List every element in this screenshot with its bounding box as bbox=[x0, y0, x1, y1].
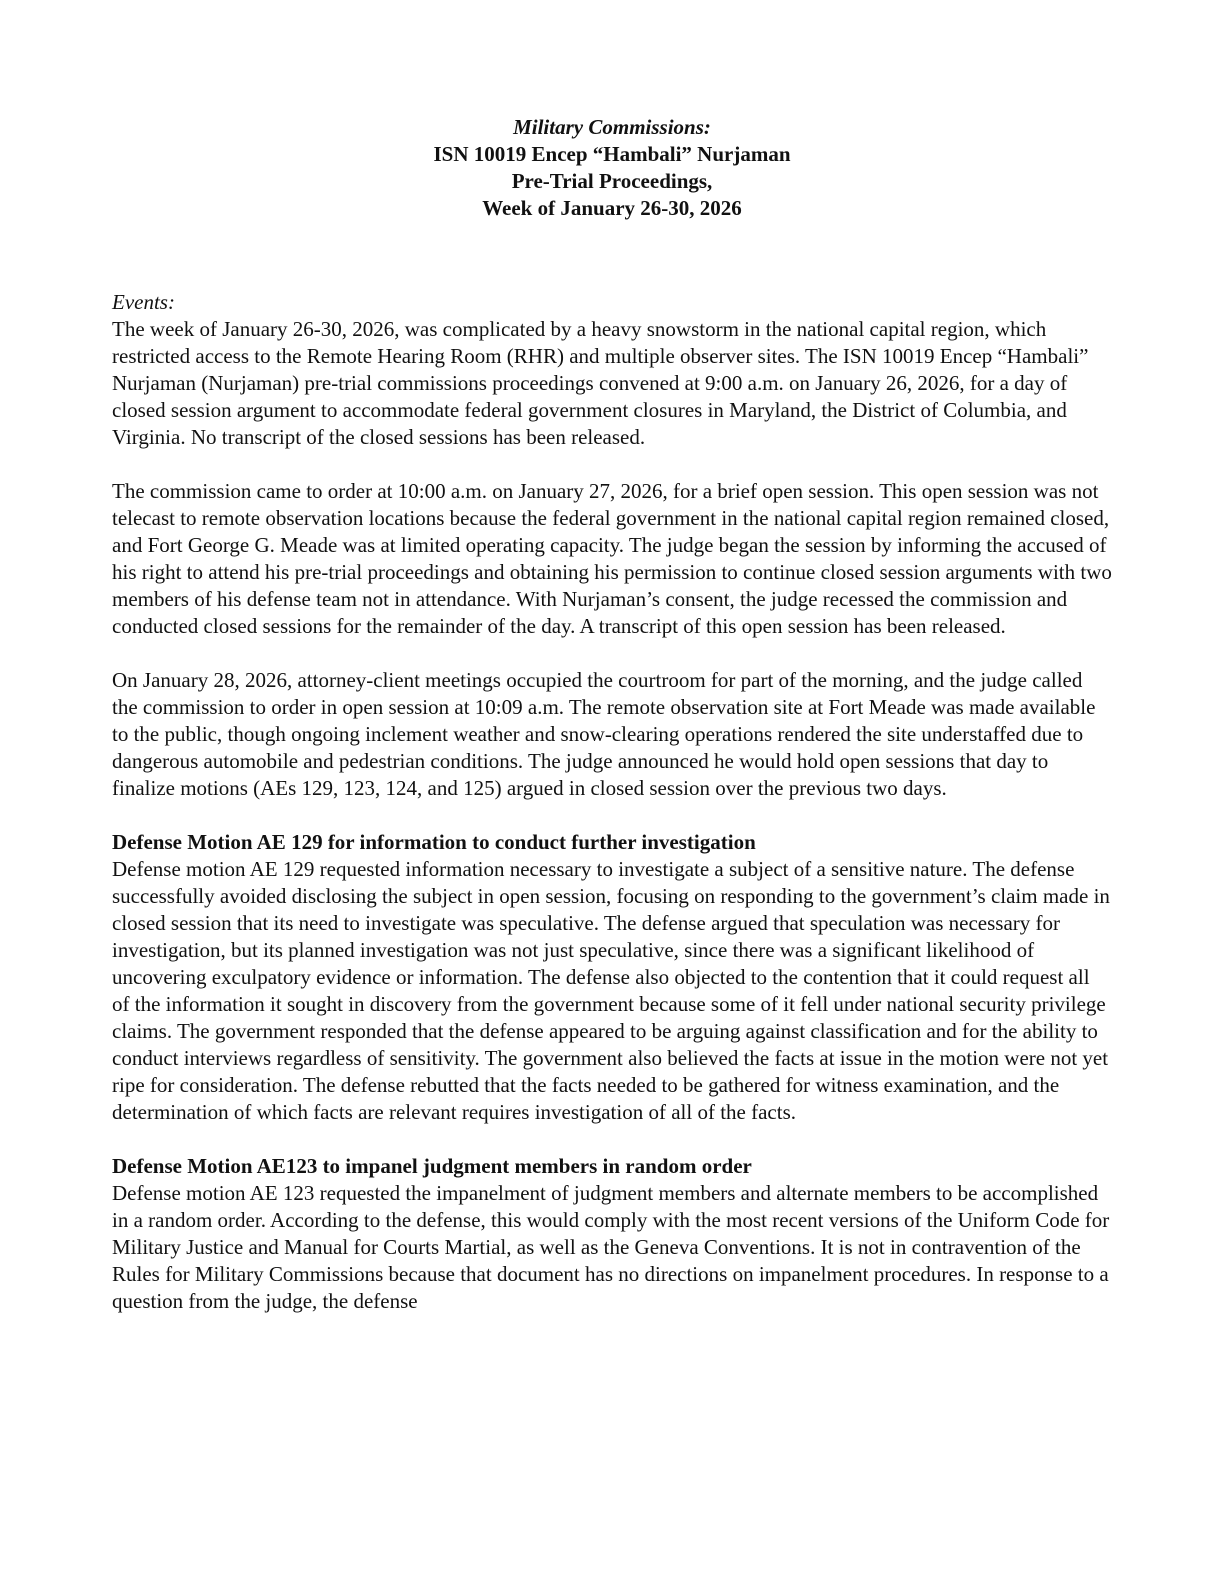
document-page bbox=[112, 114, 1112, 1315]
events-paragraph-3: On January 28, 2026, attorney-client meetings occupied the courtroom for part of the morning, and the judge called the commission to order in open session at 10:09 a.m. The remote observation site at Fort Meade was made available to the public, though ongoing inclement weather and snow-clearing operations rendered the site understaffed due to dangerous automobile and pedestrian conditions. The judge announced he would hold open sessions that day to finalize motions (AEs 129, 123, 124, and 125) argued in closed session over the previous two days. bbox=[112, 668, 1096, 800]
section-heading-ae123: Defense Motion AE123 to impanel judgment members in random order bbox=[112, 1154, 752, 1178]
section-body-ae123: Defense motion AE 123 requested the impanelment of judgment members and alternate members to be accomplished in a random order. According to the defense, this would comply with the most recent versions of the Uniform Code for Military Justice and Manual for Courts Martial, as well as the Geneva Conventions. It is not in contravention of the Rules for Military Commissions because that document has no directions on impanelment procedures. In response to a question from the judge, the defense bbox=[112, 1181, 1110, 1313]
events-label: Events: bbox=[112, 290, 175, 314]
header-commission-title: Military Commissions: bbox=[513, 115, 711, 139]
header-case-name: ISN 10019 Encep “Hambali” Nurjaman bbox=[433, 142, 791, 166]
document-header bbox=[112, 114, 1112, 222]
section-heading-ae129: Defense Motion AE 129 for information to conduct further investigation bbox=[112, 830, 756, 854]
header-week: Week of January 26-30, 2026 bbox=[482, 196, 742, 220]
events-paragraph-2: The commission came to order at 10:00 a.m. on January 27, 2026, for a brief open session. This open session was not telecast to remote observation locations because the federal government in the national capital region remained closed, and Fort George G. Meade was at limited operating capacity. The judge began the session by informing the accused of his right to attend his pre-trial proceedings and obtaining his permission to continue closed session arguments with two members of his defense team not in attendance. With Nurjaman’s consent, the judge recessed the commission and conducted closed sessions for the remainder of the day. A transcript of this open session has been released. bbox=[112, 479, 1112, 638]
section-body-ae129: Defense motion AE 129 requested information necessary to investigate a subject of a sensitive nature. The defense successfully avoided disclosing the subject in open session, focusing on responding to the government’s claim made in closed session that its need to investigate was speculative. The defense argued that speculation was necessary for investigation, but its planned investigation was not just speculative, since there was a significant likelihood of uncovering exculpatory evidence or information. The defense also objected to the contention that it could request all of the information it sought in discovery from the government because some of it fell under national security privilege claims. The government responded that the defense appeared to be arguing against classification and for the ability to conduct interviews regardless of sensitivity. The government also believed the facts at issue in the motion were not yet ripe for consideration. The defense rebutted that the facts needed to be gathered for witness examination, and the determination of which facts are relevant requires investigation of all of the facts. bbox=[112, 857, 1110, 1124]
header-proceedings: Pre-Trial Proceedings, bbox=[511, 169, 713, 193]
events-paragraph-1: The week of January 26-30, 2026, was complicated by a heavy snowstorm in the national capital region, which restricted access to the Remote Hearing Room (RHR) and multiple observer sites. The ISN 10019 Encep “Hambali” Nurjaman (Nurjaman) pre-trial commissions proceedings convened at 9:00 a.m. on January 26, 2026, for a day of closed session argument to accommodate federal government closures in Maryland, the District of Columbia, and Virginia. No transcript of the closed sessions has been released. bbox=[112, 317, 1089, 449]
